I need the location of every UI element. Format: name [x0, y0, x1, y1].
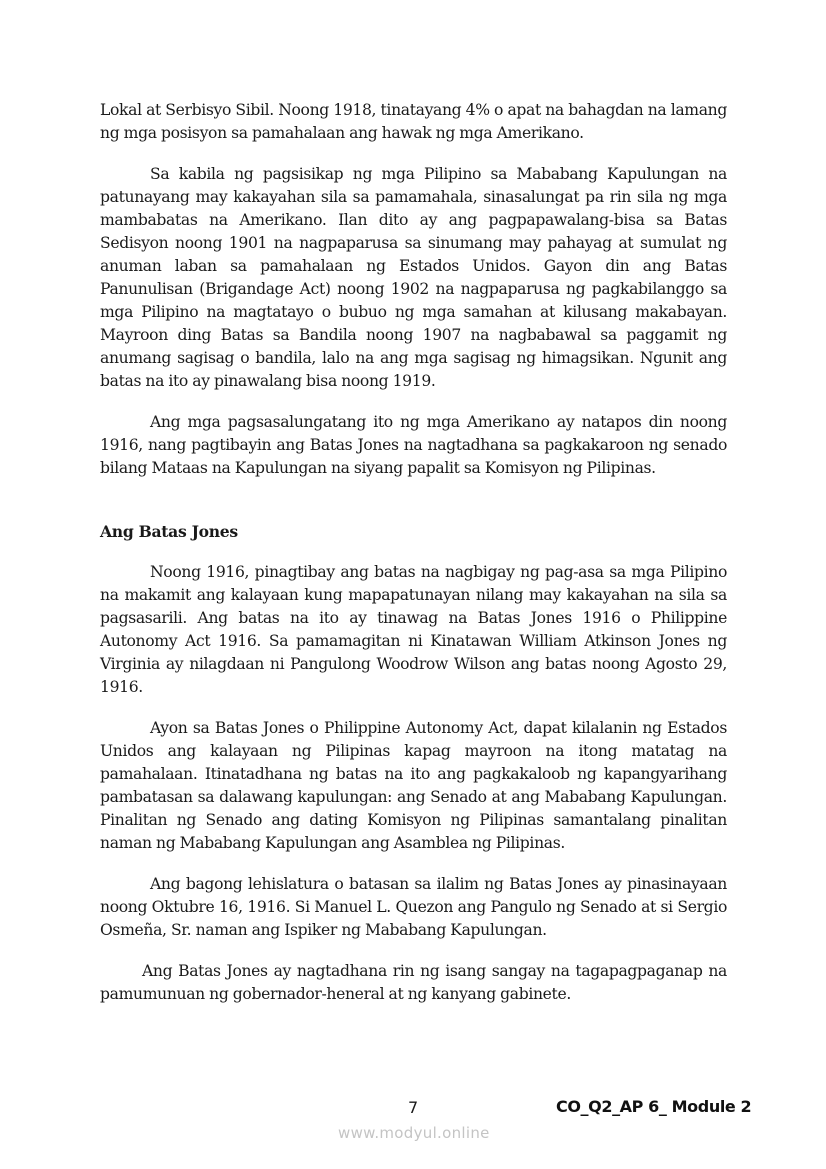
- paragraph-opposition-laws: Sa kabila ng pagsisikap ng mga Pilipino sa Mababang Kapulungan na patunayang may kakayahan sila sa pamamahala, sinasalungat pa rin sila ng mga mambabatas na Amerikano. Ilan dito ay ang pagpapawalang-bisa sa Batas Sedisyon noong 1901 na nagpaparusa sa sinumang may pahayag at sumulat ng anuman laban sa pamahalaan ng Estados Unidos. Gayon din ang Batas Panunulisan (Brigandage Act) noong 1902 na nagpaparusa ng pagkabilanggo sa mga Pilipino na magtatayo o bubuo ng mga samahan at kilusang makabayan. Mayroon ding Batas sa Bandila noong 1907 na nagbabawal sa paggamit ng anumang sagisag o bandila, lalo na ang mga sagisag ng himagsikan. Ngunit ang batas na ito ay pinawalang bisa noong 1919.: [100, 165, 727, 390]
- paragraph-jones-law-provisions: Ayon sa Batas Jones o Philippine Autonomy Act, dapat kilalanin ng Estados Unidos ang kalayaan ng Pilipinas kapag mayroon na itong matatag na pamahalaan. Itinatadhana ng batas na ito ang pagkakaloob ng kapangyarihang pambatasan sa dalawang kapulungan: ang Senado at ang Mababang Kapulungan. Pinalitan ng Senado ang dating Komisyon ng Pilipinas samantalang pinalitan naman ng Mababang Kapulungan ang Asamblea ng Pilipinas.: [100, 719, 727, 852]
- paragraph-continuation: Lokal at Serbisyo Sibil. Noong 1918, tinatayang 4% o apat na bahagdan na lamang ng mga posisyon sa pamahalaan ang hawak ng mga Amerikano.: [100, 101, 727, 142]
- module-code: CO_Q2_AP 6_ Module 2: [556, 1097, 752, 1116]
- watermark: www.modyul.online: [338, 1124, 490, 1142]
- paragraph-new-legislature: Ang bagong lehislatura o batasan sa ilalim ng Batas Jones ay pinasinayaan noong Oktubre 16, 1916. Si Manuel L. Quezon ang Pangulo ng Senado at si Sergio Osmeña, Sr. naman ang Ispiker ng Mababang Kapulungan.: [100, 875, 727, 939]
- page-number: 7: [408, 1098, 419, 1117]
- paragraph-executive-branch: Ang Batas Jones ay nagtadhana rin ng isang sangay na tagapagpaganap na pamumunuan ng gobernador-heneral at ng kanyang gabinete.: [100, 962, 727, 1003]
- paragraph-end-of-opposition: Ang mga pagsasalungatang ito ng mga Amerikano ay natapos din noong 1916, nang pagtibayin ang Batas Jones na nagtadhana sa pagkakaroon ng senado bilang Mataas na Kapulungan na siyang papalit sa Komisyon ng Pilipinas.: [100, 413, 727, 477]
- section-heading: Ang Batas Jones: [100, 522, 238, 541]
- paragraph-jones-law-intro: Noong 1916, pinagtibay ang batas na nagbigay ng pag-asa sa mga Pilipino na makamit ang kalayaan kung mapapatunayan nilang may kakayahan na sila sa pagsasarili. Ang batas na ito ay tinawag na Batas Jones 1916 o Philippine Autonomy Act 1916. Sa pamamagitan ni Kinatawan William Atkinson Jones ng Virginia ay nilagdaan ni Pangulong Woodrow Wilson ang batas noong Agosto 29, 1916.: [100, 563, 727, 696]
- document-body: [100, 99, 727, 1006]
